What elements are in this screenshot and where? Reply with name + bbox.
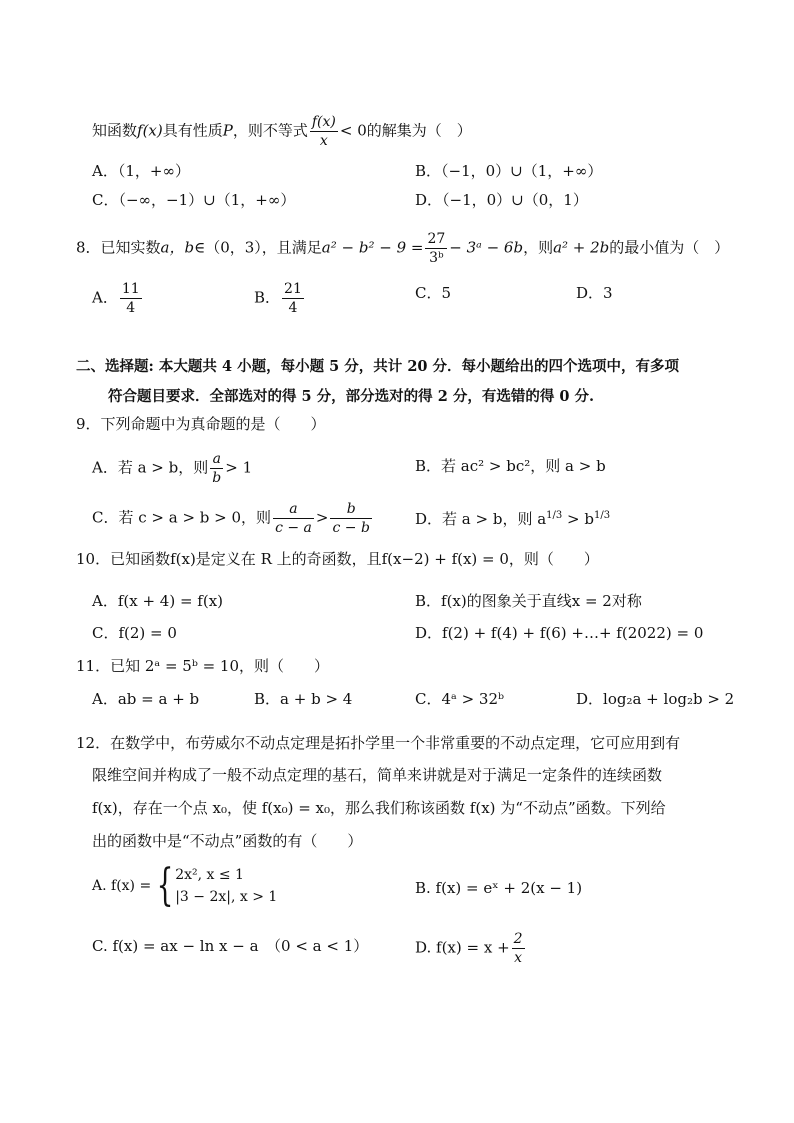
- q12-option-d-num: 2: [513, 931, 523, 947]
- q7-fraction: [310, 113, 338, 150]
- q8-stem-text-c: ，则: [523, 238, 554, 257]
- q11-option-b: B．a + b > 4: [254, 690, 353, 708]
- q12-option-a: [92, 860, 278, 911]
- section2-line2: 符合题目要求．全部选对的得 5 分，部分选对的得 2 分，有选错的得 0 分.: [108, 388, 595, 405]
- q7-stem-text-d: < 0的解集为（ ）: [339, 121, 472, 140]
- q9-option-a-num: a: [210, 450, 223, 469]
- q9-option-c-den1: c − a: [275, 520, 312, 536]
- q8-stem-text-d: 的最小值为（ ）: [609, 238, 730, 257]
- q8-fraction-num: 27: [427, 231, 446, 247]
- q9-option-c-pre: C．若 c > a > b > 0，则: [92, 508, 272, 527]
- q8-option-c: C．5: [415, 284, 452, 302]
- q9-option-c-mid: >: [315, 508, 329, 527]
- q8-stem: [76, 230, 729, 267]
- q9-option-c-fraction1: [273, 500, 314, 537]
- q7-option-a: A．（1，+∞）: [92, 162, 190, 180]
- q9-option-d-pre: D．若 a > b，则 a: [415, 510, 547, 528]
- q12-option-d: [415, 930, 527, 967]
- q7-stem-text-b: 具有性质: [162, 121, 223, 140]
- q8-option-a-label: A．: [92, 288, 118, 307]
- q12-line2: 限维空间并构成了一般不动点定理的基石，简单来讲就是对于满足一定条件的连续函数: [92, 766, 663, 784]
- q12-option-a-label: A. f(x) =: [92, 878, 152, 894]
- q9-option-a-post: > 1: [225, 458, 253, 477]
- q9-option-d-mid: > b: [562, 510, 594, 528]
- q12-option-d-den: x: [514, 950, 523, 966]
- q12-option-a-case1: 2x², x ≤ 1: [175, 867, 244, 883]
- q8-stem-eq2: − 3ᵃ − 6b: [449, 238, 524, 257]
- q7-option-c: C．（−∞，−1）∪（1，+∞）: [92, 191, 296, 209]
- section2-line1: 二、选择题: 本大题共 4 小题，每小题 5 分，共计 20 分．每小题给出的四个选项中，有多项: [76, 358, 680, 375]
- q9-option-a-fraction: [210, 450, 223, 487]
- q10-option-c: C．f(2) = 0: [92, 624, 177, 642]
- q11-stem: 11．已知 2ᵃ = 5ᵇ = 10，则（ ）: [76, 657, 330, 675]
- q8-stem-text-a: 8．已知实数: [76, 238, 161, 257]
- q8-option-a: [92, 280, 144, 317]
- q9-option-c: [92, 500, 374, 537]
- q9-option-d-exp2: 1/3: [593, 510, 611, 521]
- q12-line4: 出的函数中是“不动点”函数的有（ ）: [92, 832, 363, 850]
- q9-option-c-den2: c − b: [332, 520, 370, 536]
- q9-option-d: [415, 505, 610, 530]
- q12-line3: f(x)，存在一个点 x₀，使 f(x₀) = x₀，那么我们称该函数 f(x) 为“不动点”函数。下列给: [92, 799, 666, 817]
- q9-option-c-num2: b: [330, 500, 371, 519]
- q9-option-a: [92, 450, 252, 487]
- q8-option-b-fraction: [282, 280, 304, 317]
- piecewise-brace-icon: {: [156, 860, 174, 911]
- q10-option-b: B．f(x)的图象关于直线x = 2对称: [415, 592, 642, 610]
- q8-option-a-num: 11: [121, 281, 140, 297]
- q7-stem-p: P: [222, 121, 233, 140]
- q7-stem-text-c: ，则不等式: [232, 121, 308, 140]
- q7-stem-fx: f(x): [137, 121, 163, 140]
- q7-option-b: B．（−1，0）∪（1，+∞）: [415, 162, 603, 180]
- q11-option-a: A．ab = a + b: [92, 690, 200, 708]
- q9-option-a-pre: A．若 a > b，则: [92, 458, 209, 477]
- q9-option-b: B．若 ac² > bc²，则 a > b: [415, 457, 606, 475]
- q11-option-c: C．4ᵃ > 32ᵇ: [415, 690, 504, 708]
- q7-stem: [92, 113, 472, 150]
- q7-fraction-den: x: [319, 133, 328, 149]
- q12-option-c: C. f(x) = ax − ln x − a （0 < a < 1）: [92, 937, 369, 955]
- q8-stem-expr: a² + 2b: [553, 238, 610, 257]
- q8-option-a-den: 4: [126, 300, 136, 316]
- q8-option-b-label: B．: [254, 288, 281, 307]
- q7-stem-text-a: 知函数: [92, 121, 138, 140]
- q8-stem-eq: a² − b² − 9 =: [321, 238, 424, 257]
- q9-option-c-fraction2: [330, 500, 371, 537]
- q7-fraction-num: f(x): [311, 114, 336, 130]
- q9-option-c-num1: a: [273, 500, 314, 519]
- q12-option-b: B. f(x) = eˣ + 2(x − 1): [415, 879, 583, 897]
- q12-option-a-cases: [175, 864, 277, 908]
- q12-option-d-fraction: [512, 930, 525, 967]
- q8-option-b: [254, 280, 306, 317]
- q10-stem: 10．已知函数f(x)是定义在 R 上的奇函数，且f(x−2) + f(x) = 0，则（ ）: [76, 550, 599, 568]
- q10-option-d: D．f(2) + f(4) + f(6) +…+ f(2022) = 0: [415, 624, 704, 642]
- q12-line1: 12．在数学中，布劳威尔不动点定理是拓扑学里一个非常重要的不动点定理，它可应用到有: [76, 734, 681, 752]
- q8-option-b-num: 21: [284, 281, 302, 297]
- q8-option-b-den: 4: [288, 300, 298, 316]
- q8-fraction-den: 3ᵇ: [429, 250, 444, 266]
- q12-option-a-case2: |3 − 2x|, x > 1: [175, 889, 278, 905]
- q9-option-a-den: b: [212, 470, 222, 486]
- q8-stem-text-b: ∈（0，3），且满足: [194, 238, 322, 257]
- q8-option-a-fraction: [120, 280, 142, 317]
- q10-option-a: A．f(x + 4) = f(x): [92, 592, 224, 610]
- q8-stem-vars: a，b: [160, 238, 195, 257]
- q12-option-d-pre: D. f(x) = x +: [415, 938, 510, 957]
- q7-option-d: D．（−1，0）∪（0，1）: [415, 191, 588, 209]
- q8-fraction: [425, 230, 447, 267]
- q8-option-d: D．3: [576, 284, 613, 302]
- q11-option-d: D．log₂a + log₂b > 2: [576, 690, 735, 708]
- q9-stem: 9．下列命题中为真命题的是（ ）: [76, 415, 326, 433]
- q9-option-d-exp: 1/3: [546, 510, 563, 521]
